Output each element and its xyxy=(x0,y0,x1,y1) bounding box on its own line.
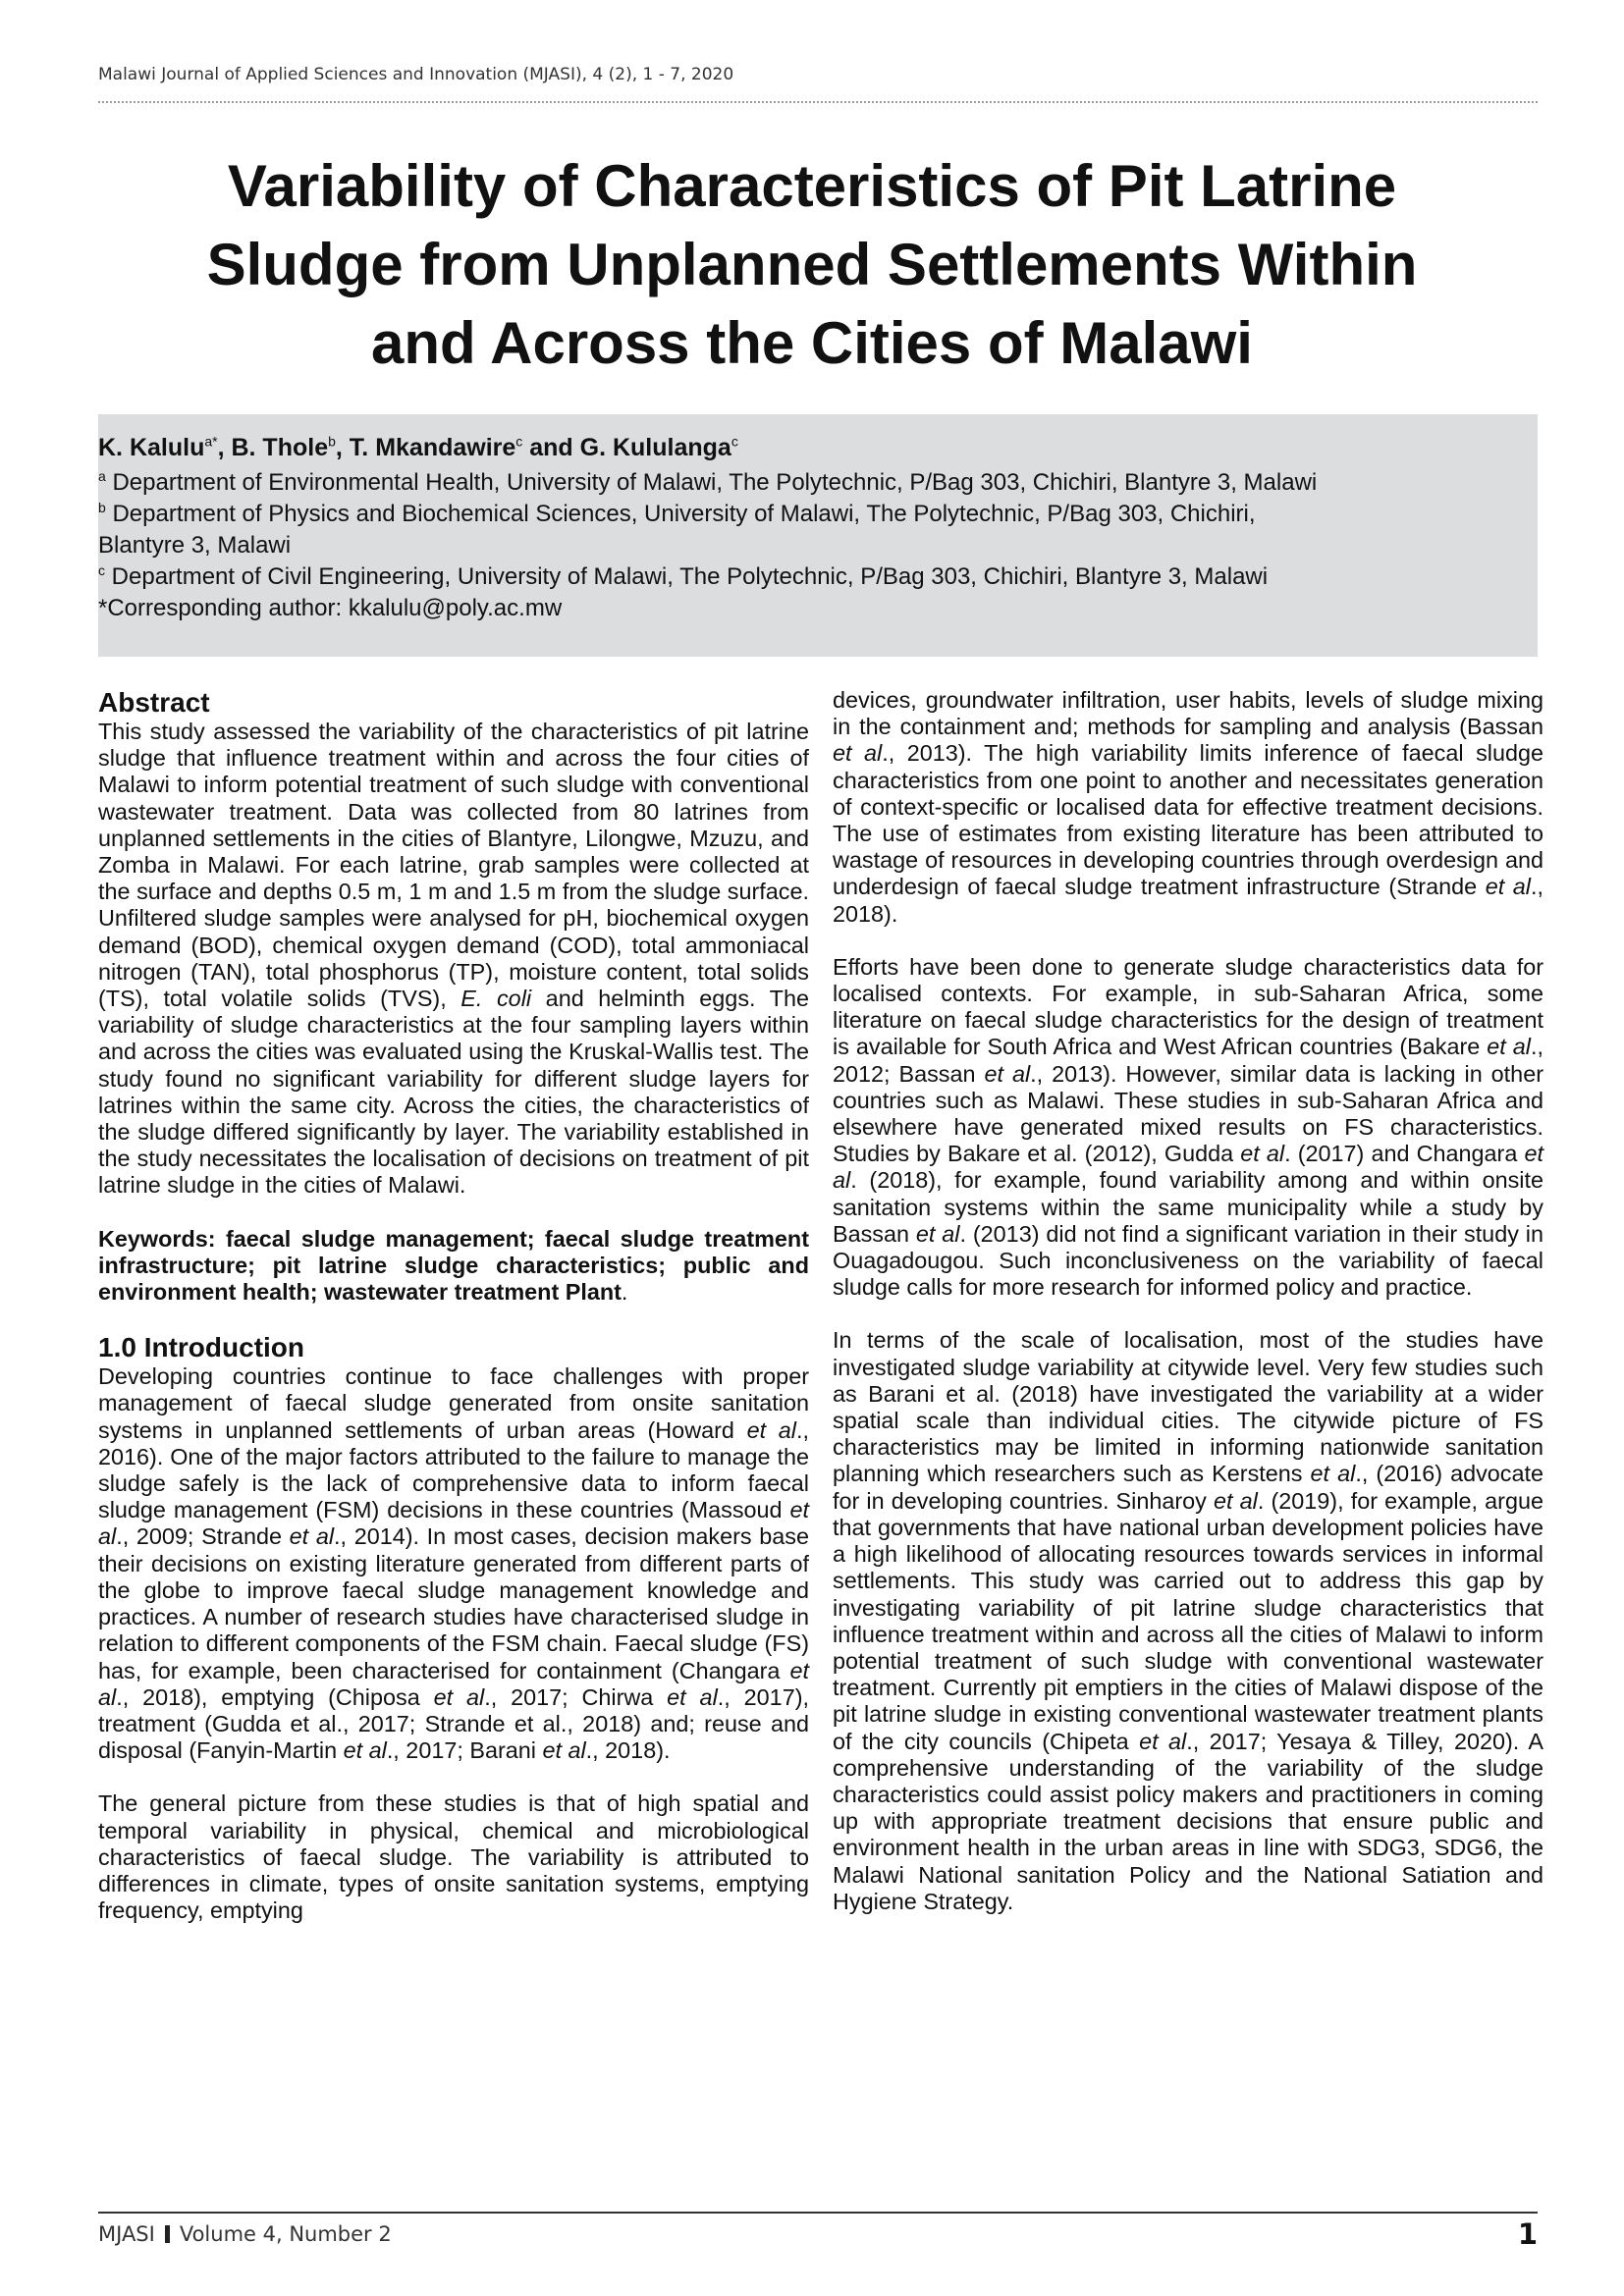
abstract-body xyxy=(98,719,809,1200)
body-text: In terms of the scale of localisation, most of the studies have investigated sludge variability at citywide level. Very few studies such as Barani et al. (2018) have investigated the variability at a wider spatial scale than individual cities. The citywide picture of FS characteristics may be limited in informing nationwide sanitation planning which researchers such as Kerstens xyxy=(833,1327,1543,1487)
footer-divider xyxy=(98,2212,1538,2214)
intro-text: Developing countries continue to face challenges with proper management of faecal sludge generated from onsite sanitation systems in unplanned settlements of urban areas (Howard xyxy=(98,1363,809,1443)
author-list xyxy=(98,432,1512,463)
introduction-paragraph: The general picture from these studies is that of high spatial and temporal variability in physical, chemical and microbiological characteristics of faecal sludge. The variability is attributed to differences in climate, types of onsite sanitation systems, emptying frequency, emptying xyxy=(98,1790,809,1924)
body-paragraph xyxy=(833,954,1543,1302)
body-italic: et al xyxy=(1485,874,1531,900)
introduction-heading: 1.0 Introduction xyxy=(98,1332,304,1363)
intro-text: ., 2009; Strande xyxy=(116,1523,290,1550)
body-text: ., 2013). The high variability limits inference of faecal sludge characteristics from one point to another and necessitates generation of context-specific or localised data for effective treatment decisions. The use of estimates from existing literature has been attributed to wastage of resources in developing countries through overdesign and underdesign of faecal sludge treatment infrastructure (Strande xyxy=(833,740,1543,900)
intro-italic: et al xyxy=(98,1497,809,1550)
intro-italic: et al xyxy=(667,1683,718,1710)
page-number: 1 xyxy=(1517,2217,1538,2251)
body-italic: et al xyxy=(984,1060,1031,1087)
header-divider xyxy=(98,101,1538,103)
intro-italic: et al xyxy=(433,1683,485,1710)
affiliation-line xyxy=(98,561,1512,593)
author-separator: , xyxy=(217,434,232,461)
body-italic: et al xyxy=(1240,1141,1285,1167)
body-text: ., 2017; Yesaya & Tilley, 2020). A comprehensive understanding of the variability of the sludge characteristics could assist policy makers and practitioners in coming up with appropriate treatment decisions that ensure public and environment health in the urban areas in line with SDG3, SDG6, the Malawi National sanitation Policy and the National Satiation and Hygiene Strategy. xyxy=(833,1728,1544,1914)
affiliation-line xyxy=(98,499,1512,530)
intro-italic: et al xyxy=(289,1523,335,1550)
intro-text: ., 2017; Barani xyxy=(386,1737,543,1764)
title-line-3: and Across the Cities of Malawi xyxy=(371,310,1253,376)
author-name: T. Mkandawire xyxy=(349,434,516,461)
affiliation-superscript: b xyxy=(98,500,106,515)
author-separator: and xyxy=(522,434,580,461)
affiliation-line xyxy=(98,530,1512,561)
body-text: . (2017) and Changara xyxy=(1284,1141,1525,1167)
article-title xyxy=(118,147,1506,383)
left-column xyxy=(98,687,809,1924)
intro-text: ., 2018), emptying (Chiposa xyxy=(116,1683,434,1710)
intro-italic: et al xyxy=(746,1416,796,1443)
body-text: devices, groundwater infiltration, user habits, levels of sludge mixing in the containment and; methods for sampling and analysis (Bassan xyxy=(833,687,1543,740)
affiliation-superscript: c xyxy=(98,562,105,578)
author-superscript: b xyxy=(328,433,336,450)
body-text: . (2013) did not find a significant variation in their study in Ouagadougou. Such inconclusiveness on the variability of faecal sludge calls for more research for informed policy and practice. xyxy=(833,1220,1543,1301)
body-italic: et al xyxy=(915,1220,960,1247)
title-line-1: Variability of Characteristics of Pit Latrine xyxy=(227,153,1397,219)
abstract-text: This study assessed the variability of the characteristics of pit latrine sludge that influence treatment within and across the four cities of Malawi to inform potential treatment of such sludge with conventional wastewater treatment. Data was collected from 80 latrines from unplanned settlements in the cities of Blantyre, Lilongwe, Mzuzu, and Zomba in Malawi. For each latrine, grab samples were collected at the surface and depths 0.5 m, 1 m and 1.5 m from the sludge surface. Unfiltered sludge samples were analysed for pH, biochemical oxygen demand (BOD), chemical oxygen demand (COD), total ammoniacal nitrogen (TAN), total phosphorus (TP), moisture content, total solids (TS), total volatile solids (TVS), xyxy=(98,719,809,1012)
intro-text: ., 2017), treatment (Gudda et al., 2017; Strande et al., 2018) and; reuse and disposal (Fanyin-Martin xyxy=(98,1683,809,1764)
body-text: . (2018), for example, found variability among and within onsite sanitation systems within the same municipality while a study by Bassan xyxy=(833,1167,1543,1247)
affiliation-text: Department of Environmental Health, University of Malawi, The Polytechnic, P/Bag 303, Chichiri, Blantyre 3, Malawi xyxy=(105,469,1318,496)
abstract-italic: E. coli xyxy=(460,986,532,1012)
body-text: Efforts have been done to generate sludge characteristics data for localised contexts. For example, in sub-Saharan Africa, some literature on faecal sludge characteristics for the design of treatment is available for South Africa and West African countries (Bakare xyxy=(833,953,1543,1060)
footer-journal-info xyxy=(98,2222,392,2246)
body-italic: et al xyxy=(1310,1461,1356,1487)
keywords-label: Keywords: xyxy=(98,1225,216,1252)
affiliation-superscript: a xyxy=(98,468,106,484)
affiliation-line xyxy=(98,467,1512,499)
footer-journal-abbr: MJASI xyxy=(98,2222,155,2246)
keywords-list: faecal sludge management; faecal sludge treatment infrastructure; pit latrine sludge characteristics; public and environment health; wastewater treatment Plant xyxy=(98,1225,809,1306)
intro-italic: et al xyxy=(343,1737,387,1764)
body-italic: et al xyxy=(1214,1487,1258,1514)
body-paragraph xyxy=(833,1327,1543,1914)
body-paragraph xyxy=(833,687,1543,928)
running-header: Malawi Journal of Applied Sciences and Innovation (MJASI), 4 (2), 1 - 7, 2020 xyxy=(98,65,734,84)
body-italic: et al xyxy=(1139,1728,1187,1754)
body-italic: et al xyxy=(833,740,883,767)
author-affiliation-box xyxy=(98,414,1538,657)
right-column xyxy=(833,687,1543,1915)
body-text: ., (2016) advocate for in developing countries. Sinharoy xyxy=(833,1461,1543,1514)
affiliation-text: Department of Civil Engineering, University of Malawi, The Polytechnic, P/Bag 303, Chichiri, Blantyre 3, Malawi xyxy=(105,563,1269,590)
body-text: ., 2013). However, similar data is lacking in other countries such as Malawi. These studies in sub-Saharan Africa and elsewhere have generated mixed results on FS characteristics. Studies by Bakare et al. (2012), Gudda xyxy=(833,1060,1543,1167)
body-text: ., 2018). xyxy=(833,874,1543,927)
author-separator: , xyxy=(335,434,350,461)
footer-separator-bar xyxy=(165,2225,170,2243)
body-text: ., 2012; Bassan xyxy=(833,1034,1543,1087)
keywords xyxy=(98,1226,809,1307)
author-superscript: a* xyxy=(204,433,218,450)
intro-text: ., 2016). One of the major factors attributed to the failure to manage the sludge safely is the lack of comprehensive data to inform faecal sludge management (FSM) decisions in these countries (Massoud xyxy=(98,1416,809,1523)
keywords-end: . xyxy=(621,1279,628,1306)
title-line-2: Sludge from Unplanned Settlements Within xyxy=(206,232,1418,297)
intro-italic: et al xyxy=(542,1737,586,1764)
corresponding-author-text: *Corresponding author: kkalulu@poly.ac.mw xyxy=(98,595,563,621)
body-italic: et al xyxy=(833,1141,1543,1194)
intro-italic: et al xyxy=(98,1657,809,1710)
body-text: . (2019), for example, argue that governments that have national urban development policies have a high likelihood of allocating resources towards services in informal settlements. This study was carried out to address this gap by investigating variability of pit latrine sludge characteristics that influence treatment within and across all the cities of Malawi to inform potential treatment of such sludge with conventional wastewater treatment. Currently pit emptiers in the cities of Malawi dispose of the pit latrine sludge in existing conventional wastewater treatment plants of the city councils (Chipeta xyxy=(833,1487,1544,1754)
corresponding-author xyxy=(98,593,1512,624)
affiliation-text: Department of Physics and Biochemical Sciences, University of Malawi, The Polytechnic, P/Bag 303, Chichiri, xyxy=(105,501,1256,527)
abstract-text: and helminth eggs. The variability of sludge characteristics at the four sampling layers within and across the cities was evaluated using the Kruskal-Wallis test. The study found no significant variability for different sludge layers for latrines within the same city. Across the cities, the characteristics of the sludge differed significantly by layer. The variability established in the study necessitates the localisation of decisions on treatment of pit latrine sludge in the cities of Malawi. xyxy=(98,986,809,1199)
intro-text: ., 2018). xyxy=(585,1737,671,1764)
abstract-heading: Abstract xyxy=(98,687,210,718)
footer-volume: Volume 4, Number 2 xyxy=(179,2222,392,2246)
author-name: G. Kululanga xyxy=(579,434,731,461)
author-superscript: c xyxy=(731,433,738,450)
body-italic: et al xyxy=(1487,1034,1531,1060)
intro-text: ., 2014). In most cases, decision makers base their decisions on existing literature generated from different parts of the globe to improve faecal sludge management knowledge and practices. A number of research studies have characterised sludge in relation to different components of the FSM chain. Faecal sludge (FS) has, for example, been characterised for containment (Changara xyxy=(98,1523,809,1683)
author-name: K. Kalulu xyxy=(98,434,205,461)
author-superscript: c xyxy=(515,433,523,450)
intro-text: ., 2017; Chirwa xyxy=(484,1683,668,1710)
author-name: B. Thole xyxy=(231,434,329,461)
introduction-paragraph xyxy=(98,1363,809,1764)
affiliation-text: Blantyre 3, Malawi xyxy=(98,532,292,559)
